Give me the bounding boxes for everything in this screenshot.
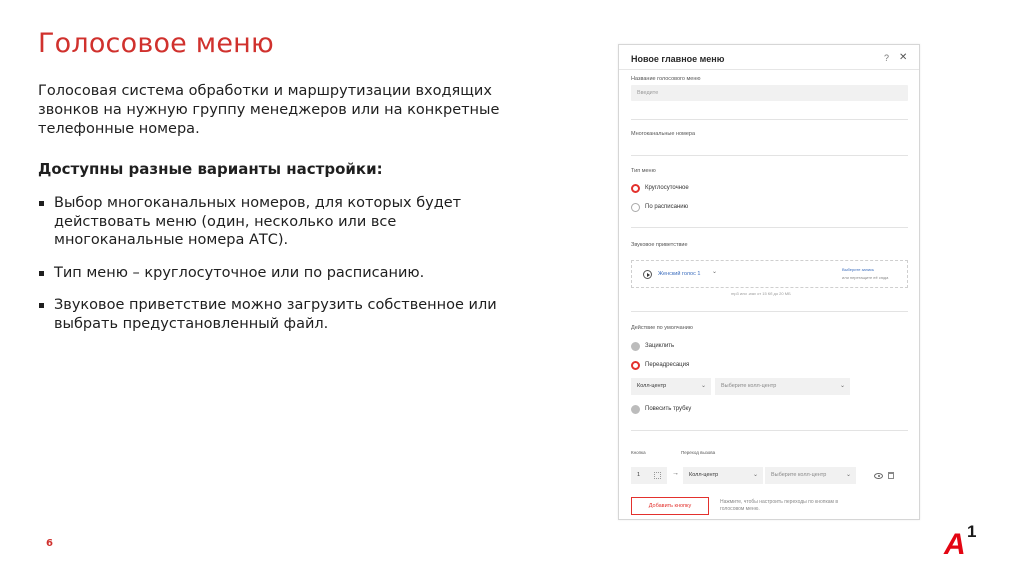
- settings-subhead: Доступны разные варианты настройки:: [38, 160, 383, 178]
- logo-letter: A: [944, 528, 966, 561]
- greeting-dropzone[interactable]: [631, 260, 908, 288]
- radio-round-the-clock-label: Круглосуточное: [645, 185, 689, 191]
- greeting-label: Звуковое приветствие: [631, 242, 688, 248]
- forward-target-placeholder: Выберите колл-центр: [721, 383, 777, 389]
- menu-name-label: Название голосового меню: [631, 76, 701, 82]
- radio-loop[interactable]: [631, 342, 640, 351]
- radio-schedule[interactable]: [631, 203, 640, 212]
- upload-link[interactable]: Выберите запись: [842, 267, 875, 272]
- numbers-field[interactable]: [631, 155, 908, 156]
- close-icon[interactable]: ✕: [899, 52, 908, 63]
- list-item: Тип меню – круглосуточное или по расписанию.: [38, 264, 498, 283]
- button-transfer-type-select[interactable]: [683, 467, 763, 484]
- default-action-label: Действие по умолчанию: [631, 325, 693, 331]
- menu-name-placeholder: Введите: [637, 90, 659, 96]
- grid-icon: [654, 472, 661, 479]
- intro-text: Голосовая система обработки и маршрутизации входящих звонков на нужную группу менеджеров или на конкретные телефонные номера.: [38, 83, 500, 137]
- new-menu-dialog: [618, 44, 920, 520]
- chevron-down-icon: ⌄: [700, 383, 706, 389]
- logo-digit: 1: [967, 522, 977, 541]
- chevron-down-icon: ⌄: [845, 472, 851, 478]
- dialog-title: Новое главное меню: [631, 54, 725, 64]
- add-button-hint: Нажмите, чтобы настроить переходы по кнопкам в голосовом меню.: [720, 499, 839, 512]
- a1-logo: [944, 522, 984, 562]
- chevron-down-icon: ⌄: [839, 383, 845, 389]
- buttons-column-label: Кнопка: [631, 450, 646, 455]
- add-button-button[interactable]: Добавить кнопку: [631, 497, 709, 515]
- button-transfer-type-value: Колл-центр: [689, 472, 719, 478]
- trash-icon[interactable]: [888, 472, 894, 479]
- divider: [631, 311, 908, 312]
- divider: [631, 119, 908, 120]
- help-icon[interactable]: ?: [884, 53, 890, 63]
- divider: [631, 430, 908, 431]
- chevron-down-icon[interactable]: ⌄: [712, 269, 718, 275]
- divider: [631, 227, 908, 228]
- eye-icon[interactable]: [874, 473, 883, 479]
- play-icon[interactable]: [643, 270, 652, 279]
- button-key-value: 1: [637, 472, 641, 478]
- upload-hint: или перетащите её сюда: [842, 275, 889, 280]
- radio-forward-label: Переадресация: [645, 362, 690, 368]
- list-item: Звуковое приветствие можно загрузить собственное или выбрать предустановленный файл.: [38, 296, 498, 333]
- button-transfer-target-select[interactable]: [765, 467, 856, 484]
- chevron-down-icon: ⌄: [752, 472, 758, 478]
- slide-title: Голосовое меню: [38, 28, 274, 59]
- header-divider: [619, 69, 919, 70]
- menu-name-input[interactable]: [631, 85, 908, 101]
- greeting-voice-select[interactable]: Женский голос 1: [658, 271, 701, 277]
- arrow-right-icon: →: [672, 470, 679, 477]
- numbers-label: Многоканальные номера: [631, 131, 696, 137]
- button-key-input[interactable]: [631, 467, 667, 484]
- list-item: Выбор многоканальных номеров, для которых будет действовать меню (один, несколько или все многоканальные номера АТС).: [38, 194, 498, 250]
- forward-type-select[interactable]: [631, 378, 711, 395]
- radio-schedule-label: По расписанию: [645, 204, 689, 210]
- radio-hang-up[interactable]: [631, 405, 640, 414]
- transfer-column-label: Переход вызова: [681, 450, 716, 455]
- button-transfer-target-placeholder: Выберите колл-центр: [771, 472, 827, 478]
- greeting-format-hint: mp3 или .wav от 15 Кб до 20 МБ: [731, 291, 791, 296]
- forward-type-value: Колл-центр: [637, 383, 667, 389]
- feature-list: [38, 194, 498, 347]
- radio-round-the-clock[interactable]: [631, 184, 640, 193]
- menu-type-label: Тип меню: [631, 168, 656, 174]
- radio-forward[interactable]: [631, 361, 640, 370]
- page-number: 6: [46, 538, 53, 549]
- radio-hang-up-label: Повесить трубку: [645, 406, 692, 412]
- radio-loop-label: Зациклить: [645, 343, 675, 349]
- forward-target-select[interactable]: [715, 378, 850, 395]
